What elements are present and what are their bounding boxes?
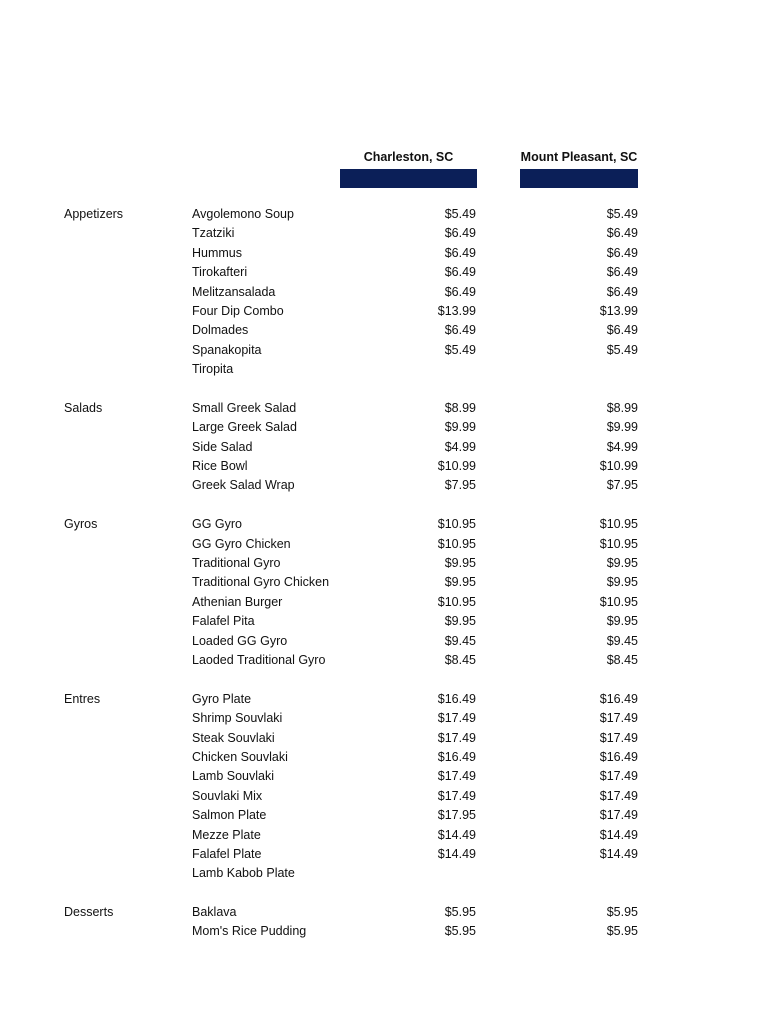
- price-mount-pleasant: $10.95: [599, 536, 638, 551]
- price-mount-pleasant: $9.99: [606, 420, 638, 435]
- category-label: Entres: [64, 691, 101, 706]
- price-mount-pleasant: $9.95: [606, 556, 638, 571]
- category-label: Gyros: [64, 517, 98, 532]
- price-mount-pleasant: $5.95: [606, 924, 638, 939]
- item-name: Gyro Plate: [192, 691, 252, 706]
- price-mount-pleasant: $9.45: [606, 633, 638, 648]
- header-bar-charleston: [340, 169, 477, 188]
- menu-row: [0, 651, 768, 670]
- price-charleston: $5.49: [444, 207, 476, 221]
- price-charleston: $17.95: [437, 808, 476, 823]
- item-name: Tiropita: [192, 362, 234, 377]
- item-name: Small Greek Salad: [192, 400, 297, 415]
- item-name: Lamb Kabob Plate: [192, 866, 295, 881]
- menu-row: [0, 903, 768, 922]
- price-charleston: $17.49: [437, 730, 476, 745]
- price-charleston: $5.95: [444, 924, 476, 939]
- menu-row: [0, 845, 768, 864]
- price-charleston: $14.49: [437, 827, 476, 842]
- item-name: Dolmades: [192, 323, 249, 338]
- item-name: Mom's Rice Pudding: [192, 924, 307, 939]
- price-mount-pleasant: $5.49: [606, 207, 638, 221]
- price-charleston: $6.49: [444, 265, 476, 280]
- price-mount-pleasant: $5.95: [606, 905, 638, 920]
- price-charleston: $16.49: [437, 691, 476, 706]
- item-name: Lamb Souvlaki: [192, 769, 274, 784]
- menu-row: [0, 535, 768, 554]
- item-name: Greek Salad Wrap: [192, 478, 295, 493]
- menu-row: [0, 806, 768, 825]
- menu-row: [0, 341, 768, 360]
- price-mount-pleasant: $14.49: [599, 846, 638, 861]
- price-mount-pleasant: $13.99: [599, 303, 638, 318]
- menu-row: [0, 690, 768, 709]
- price-mount-pleasant: $6.49: [606, 265, 638, 280]
- price-charleston: $17.49: [437, 788, 476, 803]
- menu-row: [0, 922, 768, 941]
- item-name: Four Dip Combo: [192, 303, 284, 318]
- item-name: Falafel Plate: [192, 846, 262, 861]
- menu-row: [0, 360, 768, 379]
- item-name: Souvlaki Mix: [192, 788, 263, 803]
- price-charleston: $8.99: [444, 400, 476, 415]
- price-mount-pleasant: $6.49: [606, 323, 638, 338]
- item-name: Traditional Gyro Chicken: [192, 575, 330, 590]
- price-charleston: $7.95: [444, 478, 476, 493]
- column-header-charleston: Charleston, SC: [363, 150, 454, 164]
- item-name: Loaded GG Gyro: [192, 633, 288, 648]
- price-charleston: $17.49: [437, 769, 476, 784]
- item-name: Steak Souvlaki: [192, 730, 275, 745]
- price-charleston: $9.99: [444, 420, 476, 435]
- menu-row: [0, 709, 768, 728]
- price-charleston: $5.95: [444, 905, 476, 920]
- price-charleston: $9.95: [444, 614, 476, 629]
- item-name: Melitzansalada: [192, 284, 276, 299]
- price-mount-pleasant: $17.49: [599, 769, 638, 784]
- item-name: GG Gyro: [192, 517, 243, 532]
- menu-row: [0, 767, 768, 786]
- price-charleston: $8.45: [444, 652, 476, 667]
- price-mount-pleasant: $17.49: [599, 788, 638, 803]
- menu-section-salads: [0, 399, 768, 496]
- price-mount-pleasant: $10.95: [599, 594, 638, 609]
- price-mount-pleasant: $6.49: [606, 226, 638, 241]
- price-charleston: $10.95: [437, 594, 476, 609]
- price-mount-pleasant: $17.49: [599, 808, 638, 823]
- menu-row: [0, 632, 768, 651]
- price-mount-pleasant: $9.95: [606, 614, 638, 629]
- price-charleston: $6.49: [444, 245, 476, 260]
- price-mount-pleasant: $6.49: [606, 284, 638, 299]
- item-name: Baklava: [192, 905, 237, 920]
- menu-row: [0, 515, 768, 534]
- menu-row: [0, 593, 768, 612]
- menu-row: [0, 399, 768, 418]
- price-mount-pleasant: $10.99: [599, 459, 638, 474]
- menu-row: [0, 438, 768, 457]
- price-mount-pleasant: $16.49: [599, 691, 638, 706]
- menu-row: [0, 457, 768, 476]
- menu-row: [0, 573, 768, 592]
- header-bar-mount-pleasant: [520, 169, 638, 188]
- price-mount-pleasant: $8.45: [606, 652, 638, 667]
- item-name: Avgolemono Soup: [192, 207, 294, 221]
- menu-row: [0, 554, 768, 573]
- item-name: Falafel Pita: [192, 614, 255, 629]
- price-charleston: $6.49: [444, 323, 476, 338]
- price-mount-pleasant: $16.49: [599, 749, 638, 764]
- menu-row: [0, 729, 768, 748]
- menu-section-gyros: [0, 515, 768, 670]
- price-charleston: $10.95: [437, 536, 476, 551]
- price-charleston: $9.95: [444, 575, 476, 590]
- price-mount-pleasant: $17.49: [599, 730, 638, 745]
- menu-row: [0, 787, 768, 806]
- menu-row: [0, 418, 768, 437]
- menu-row: [0, 244, 768, 263]
- price-charleston: $9.95: [444, 556, 476, 571]
- price-charleston: $17.49: [437, 711, 476, 726]
- price-charleston: $5.49: [444, 342, 476, 357]
- price-mount-pleasant: $6.49: [606, 245, 638, 260]
- item-name: Laoded Traditional Gyro: [192, 652, 326, 667]
- item-name: Side Salad: [192, 439, 253, 454]
- menu-row: [0, 224, 768, 243]
- price-charleston: $6.49: [444, 284, 476, 299]
- menu-row: [0, 302, 768, 321]
- column-header-mount-pleasant: Mount Pleasant, SC: [520, 150, 638, 164]
- item-name: Traditional Gyro: [192, 556, 281, 571]
- price-mount-pleasant: $5.49: [606, 342, 638, 357]
- menu-row: [0, 205, 768, 224]
- menu-row: [0, 748, 768, 767]
- price-charleston: $9.45: [444, 633, 476, 648]
- menu-row: [0, 283, 768, 302]
- menu-row: [0, 864, 768, 883]
- item-name: Hummus: [192, 245, 243, 260]
- menu-row: [0, 826, 768, 845]
- price-charleston: $6.49: [444, 226, 476, 241]
- price-mount-pleasant: $10.95: [599, 517, 638, 532]
- menu-section-appetizers: [0, 205, 768, 380]
- price-mount-pleasant: $9.95: [606, 575, 638, 590]
- price-charleston: $4.99: [444, 439, 476, 454]
- price-mount-pleasant: $8.99: [606, 400, 638, 415]
- price-charleston: $16.49: [437, 749, 476, 764]
- menu-section-desserts: [0, 903, 768, 942]
- item-name: Athenian Burger: [192, 594, 283, 609]
- item-name: GG Gyro Chicken: [192, 536, 291, 551]
- category-label: Appetizers: [64, 207, 124, 221]
- price-mount-pleasant: $17.49: [599, 711, 638, 726]
- price-charleston: $14.49: [437, 846, 476, 861]
- item-name: Shrimp Souvlaki: [192, 711, 283, 726]
- item-name: Salmon Plate: [192, 808, 267, 823]
- item-name: Tirokafteri: [192, 265, 248, 280]
- menu-section-entres: [0, 690, 768, 884]
- menu-row: [0, 476, 768, 495]
- price-mount-pleasant: $14.49: [599, 827, 638, 842]
- price-charleston: $13.99: [437, 303, 476, 318]
- price-mount-pleasant: $7.95: [606, 478, 638, 493]
- item-name: Mezze Plate: [192, 827, 261, 842]
- item-name: Tzatziki: [192, 226, 235, 241]
- category-label: Salads: [64, 400, 103, 415]
- menu-row: [0, 321, 768, 340]
- item-name: Spanakopita: [192, 342, 262, 357]
- menu-row: [0, 612, 768, 631]
- price-charleston: $10.95: [437, 517, 476, 532]
- category-label: Desserts: [64, 905, 114, 920]
- menu-price-table: [0, 205, 768, 961]
- item-name: Chicken Souvlaki: [192, 749, 288, 764]
- item-name: Large Greek Salad: [192, 420, 297, 435]
- menu-row: [0, 263, 768, 282]
- item-name: Rice Bowl: [192, 459, 248, 474]
- price-charleston: $10.99: [437, 459, 476, 474]
- price-mount-pleasant: $4.99: [606, 439, 638, 454]
